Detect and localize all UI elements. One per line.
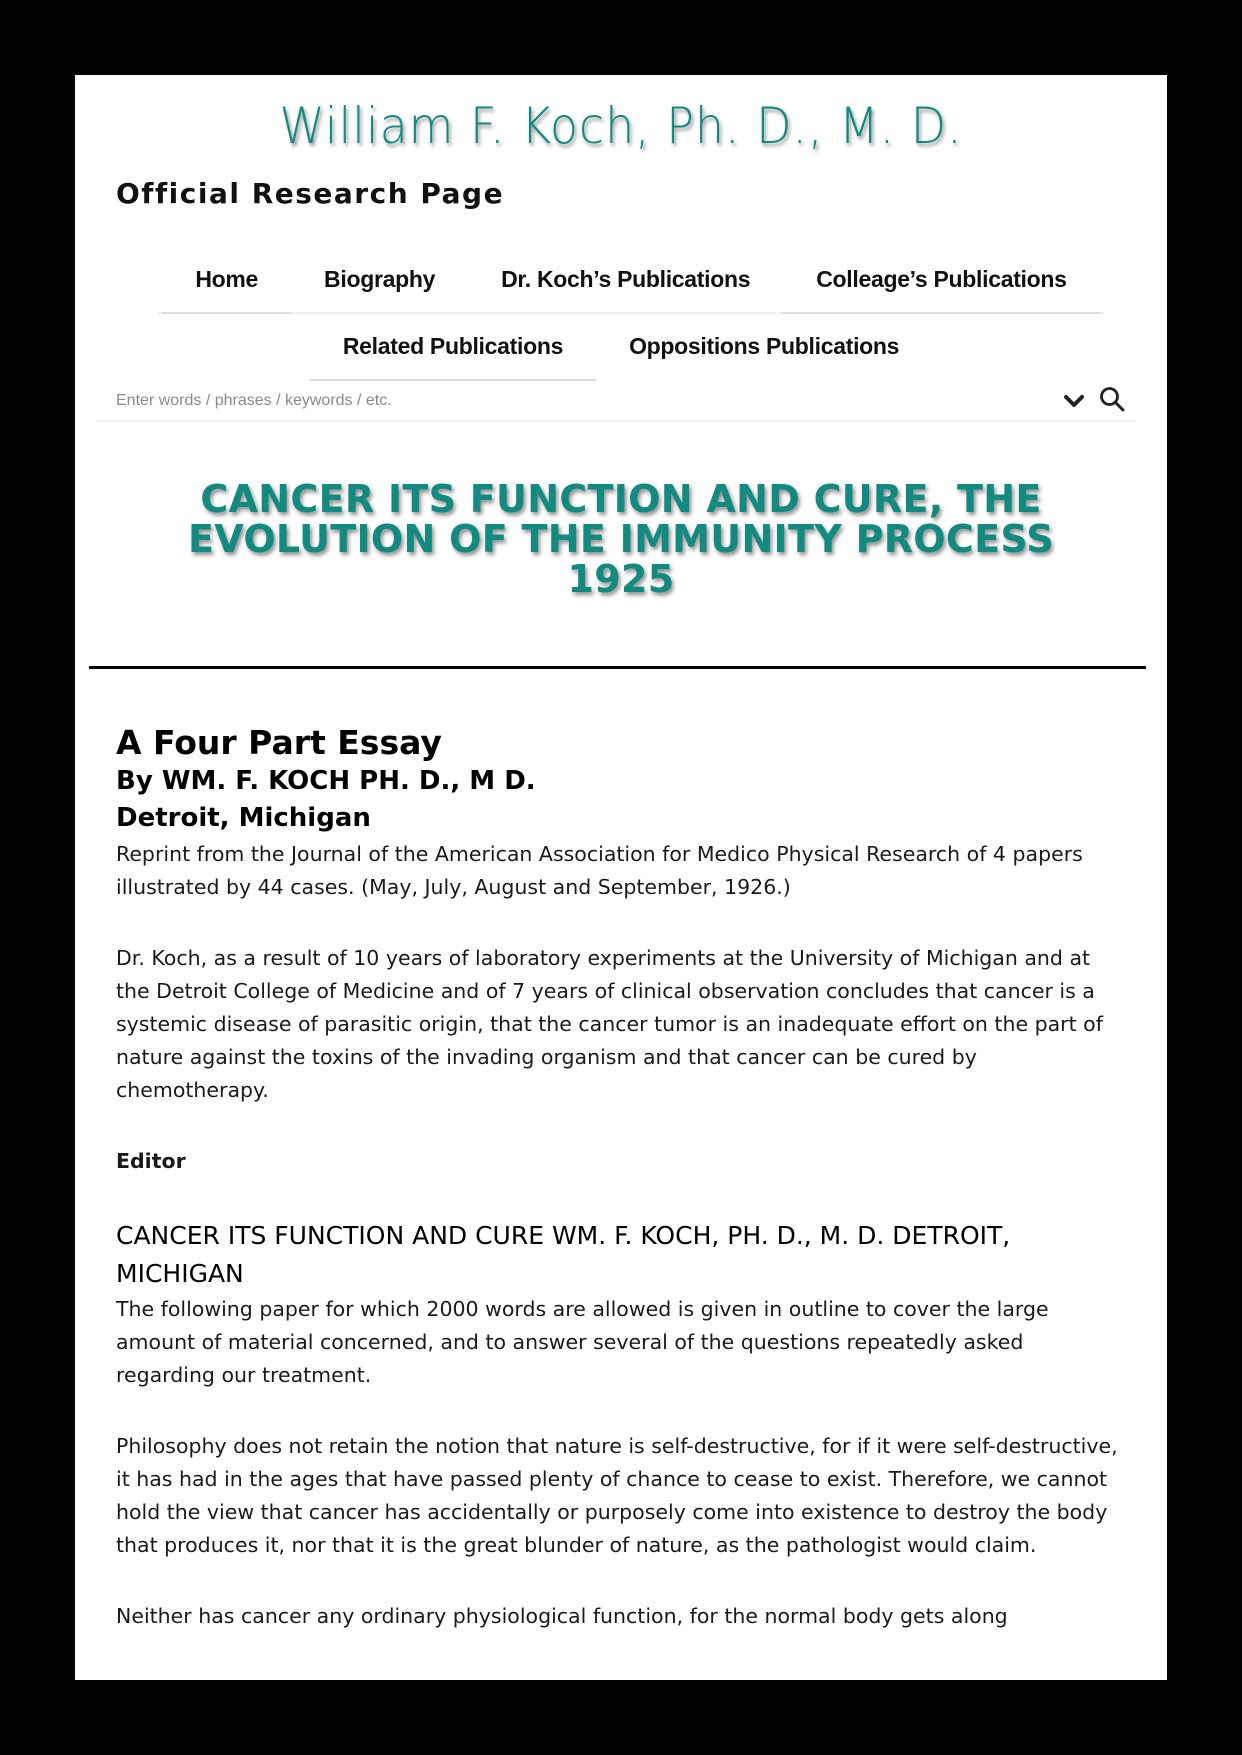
essay-byline: By WM. F. KOCH PH. D., M D.: [116, 766, 536, 796]
title-divider: [89, 666, 1146, 669]
essay-heading: A Four Part Essay: [116, 723, 442, 762]
summary-paragraph: Dr. Koch, as a result of 10 years of laboratory experiments at the University of Michigan and at the Detroit College of Medicine and of 7 years of clinical observation concludes that cancer is a systemic disease of parasitic origin, that the cancer tumor is an inadequate effort on the part of nature against the toxins of the invading organism and that cancer can be cured by chemotherapy.: [116, 946, 1103, 1102]
body-paragraph: The following paper for which 2000 words are allowed is given in outline to cover the large amount of material concerned, and to answer several of the questions repeatedly asked regarding our treatment.: [116, 1297, 1049, 1387]
body-paragraph: Neither has cancer any ordinary physiological function, for the normal body gets along: [116, 1604, 1008, 1628]
paper-subheading: CANCER ITS FUNCTION AND CURE WM. F. KOCH, PH. D., M. D. DETROIT, MICHIGAN: [116, 1221, 1011, 1288]
nav-item-biography[interactable]: Biography: [324, 266, 436, 292]
article-title: [135, 479, 1107, 599]
essay-location: Detroit, Michigan: [116, 803, 371, 833]
nav-item-koch-publications[interactable]: Dr. Koch’s Publications: [501, 266, 751, 292]
chevron-down-icon: [1061, 388, 1087, 414]
article-title-line-2: EVOLUTION OF THE IMMUNITY PROCESS: [188, 517, 1054, 561]
search-underline: [96, 420, 1136, 422]
nav-item-oppositions-publications[interactable]: Oppositions Publications: [629, 333, 900, 359]
nav-item-home[interactable]: Home: [162, 250, 291, 314]
editor-label: Editor: [116, 1149, 186, 1173]
reprint-paragraph: Reprint from the Journal of the American Association for Medico Physical Research of 4 papers illustrated by 44 cases. (May, July, August and September, 1926.): [116, 842, 1083, 899]
article-content: [116, 723, 1126, 1671]
article-title-line-1: CANCER ITS FUNCTION AND CURE, THE: [200, 477, 1042, 521]
nav-item-related-publications[interactable]: Related Publications: [310, 317, 596, 381]
site-title[interactable]: William F. Koch, Ph. D., M. D.: [279, 97, 963, 155]
search-submit-button[interactable]: [1098, 385, 1126, 413]
search-input[interactable]: [116, 388, 1016, 414]
article-title-year: 1925: [567, 557, 675, 601]
page-container: [75, 75, 1167, 1680]
nav-row-2: [75, 317, 1167, 381]
body-paragraph: Philosophy does not retain the notion that nature is self-destructive, for if it were self-destructive, it has had in the ages that have passed plenty of chance to cease to exist. Therefore, we cannot hold the view that cancer has accidentally or purposely come into existence to destroy the body that produces it, nor that it is the great blunder of nature, as the pathologist would claim.: [116, 1434, 1118, 1557]
search-options-button[interactable]: [1061, 388, 1087, 414]
nav-item-colleagues-publications[interactable]: Colleage’s Publications: [783, 250, 1099, 314]
search-icon: [1098, 385, 1126, 413]
site-tagline: Official Research Page: [116, 177, 505, 210]
nav-row-1: [158, 250, 1104, 314]
